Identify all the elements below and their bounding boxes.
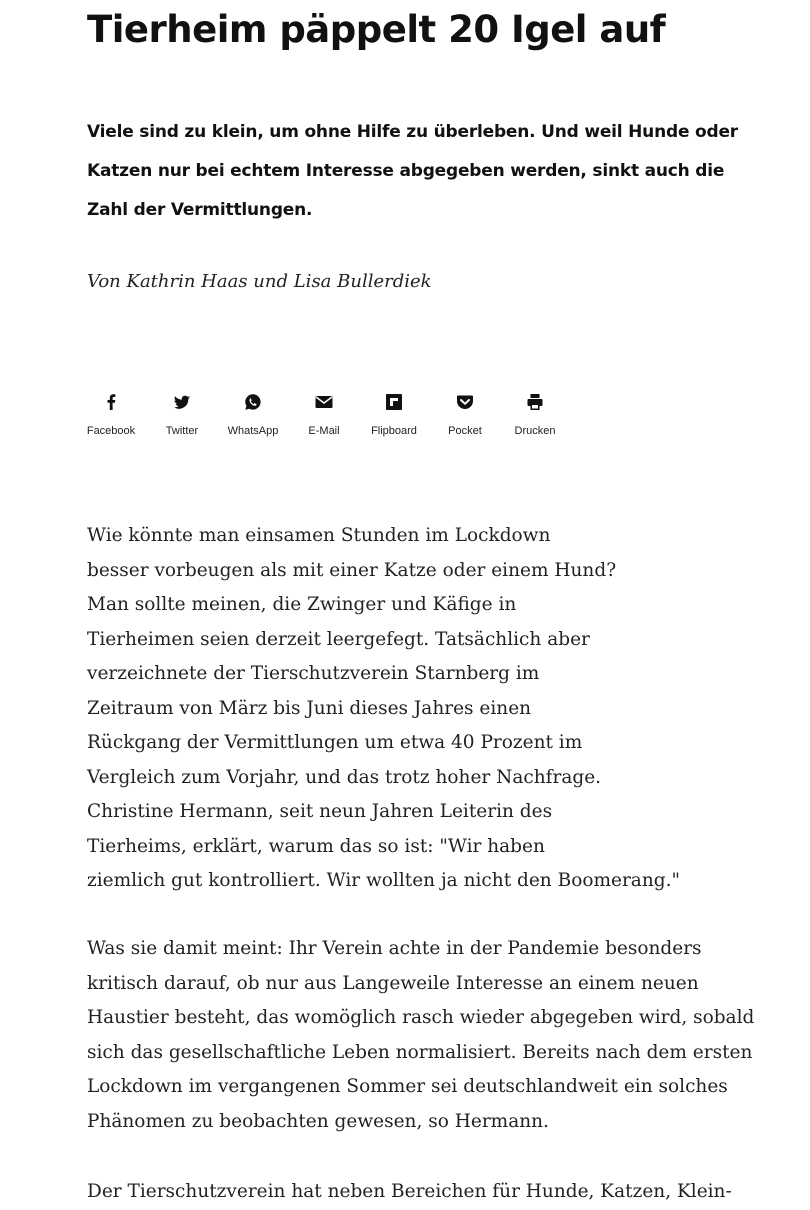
article-title: Tierheim päppelt 20 Igel auf — [87, 8, 666, 51]
share-label: Pocket — [448, 425, 482, 437]
paragraph-line: Lockdown im vergangenen Sommer sei deutschlandweit ein solches — [87, 1076, 728, 1097]
paragraph-line: besser vorbeugen als mit einer Katze oder einem Hund? — [87, 559, 617, 581]
paragraph-line: verzeichnete der Tierschutzverein Starnberg im — [87, 663, 540, 684]
pocket-icon — [455, 392, 475, 412]
teaser-line: Zahl der Vermittlungen. — [87, 200, 313, 220]
whatsapp-icon — [243, 392, 263, 412]
paragraph-line: kritisch darauf, ob nur aus Langeweile Interesse an einem neuen — [87, 972, 699, 994]
paragraph-line: Christine Hermann, seit neun Jahren Leiterin des — [87, 801, 553, 822]
share-email-button[interactable] — [287, 386, 361, 446]
twitter-icon — [172, 392, 192, 412]
teaser-line: Viele sind zu klein, um ohne Hilfe zu überleben. Und weil Hunde oder — [87, 122, 738, 142]
paragraph-line: Rückgang der Vermittlungen um etwa 40 Prozent im — [87, 732, 583, 753]
paragraph-line: Vergleich zum Vorjahr, und das trotz hoher Nachfrage. — [87, 766, 602, 788]
teaser-line: Katzen nur bei echtem Interesse abgegeben werden, sinkt auch die — [87, 161, 725, 181]
paragraph-line: Der Tierschutzverein hat neben Bereichen für Hunde, Katzen, Klein- — [87, 1181, 732, 1202]
paragraph-line: Phänomen zu beobachten gewesen, so Hermann. — [87, 1110, 549, 1132]
article-paragraph — [87, 932, 754, 1139]
share-label: Twitter — [165, 425, 199, 437]
print-icon — [525, 392, 545, 412]
share-facebook-button[interactable] — [74, 386, 148, 446]
article-paragraph — [87, 1175, 732, 1210]
share-label: WhatsApp — [227, 425, 279, 437]
paragraph-line: sich das gesellschaftliche Leben normalisiert. Bereits nach dem ersten — [87, 1041, 753, 1063]
article-paragraph — [87, 519, 680, 899]
paragraph-line: Man sollte meinen, die Zwinger und Käfige in — [87, 594, 517, 615]
share-twitter-button[interactable] — [145, 386, 219, 446]
paragraph-line: Tierheimen seien derzeit leergefegt. Tatsächlich aber — [87, 628, 590, 650]
paragraph-line: Tierheims, erklärt, warum das so ist: "Wir haben — [87, 835, 545, 857]
share-whatsapp-button[interactable] — [216, 386, 290, 446]
article-teaser — [87, 113, 787, 230]
facebook-icon — [101, 392, 121, 412]
share-bar — [74, 386, 594, 446]
share-pocket-button[interactable] — [428, 386, 502, 446]
share-print-button[interactable] — [498, 386, 572, 446]
paragraph-line: Wie könnte man einsamen Stunden im Lockdown — [87, 525, 551, 546]
share-label: E-Mail — [308, 425, 340, 437]
flipboard-icon — [384, 392, 404, 412]
share-flipboard-button[interactable] — [357, 386, 431, 446]
paragraph-line: Was sie damit meint: Ihr Verein achte in der Pandemie besonders — [87, 938, 702, 959]
email-icon — [314, 392, 334, 412]
share-label: Drucken — [514, 425, 556, 437]
share-label: Flipboard — [371, 425, 417, 437]
paragraph-line: Zeitraum von März bis Juni dieses Jahres einen — [87, 697, 532, 719]
share-label: Facebook — [86, 425, 136, 437]
paragraph-line: Haustier besteht, das womöglich rasch wieder abgegeben wird, sobald — [87, 1007, 755, 1028]
article-byline: Von Kathrin Haas und Lisa Bullerdiek — [87, 271, 432, 292]
paragraph-line: ziemlich gut kontrolliert. Wir wollten ja nicht den Boomerang." — [87, 870, 680, 891]
